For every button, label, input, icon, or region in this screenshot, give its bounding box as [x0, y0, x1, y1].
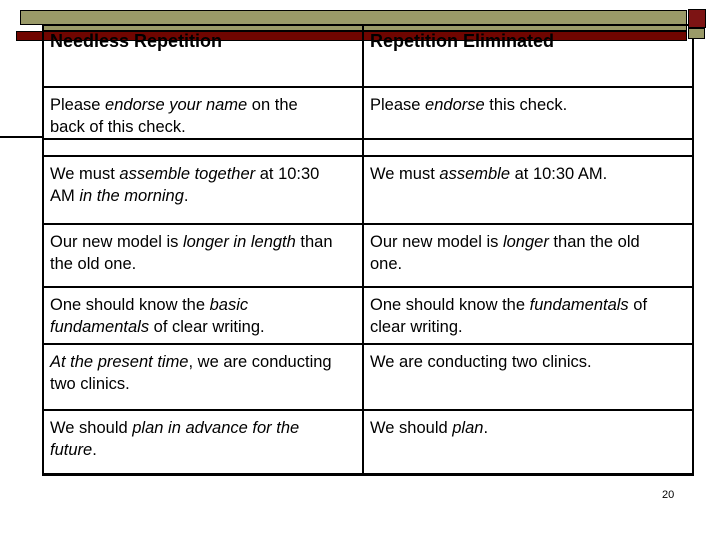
table-row	[43, 224, 693, 287]
cell-needless-present-time: At the present time, we are conducting two clinics.	[43, 344, 363, 410]
table-row	[43, 287, 693, 344]
top-olive-bar-decoration	[20, 10, 687, 25]
cell-needless-plan: We should plan in advance for the future.	[43, 410, 363, 474]
cell-needless-fundamentals: One should know the basic fundamentals of clear writing.	[43, 287, 363, 344]
cell-eliminated-longer: Our new model is longer than the old one.	[363, 224, 693, 287]
spacer-cell	[363, 139, 693, 156]
cell-needless-endorse: Please endorse your name on the back of this check.	[43, 87, 363, 139]
table-row	[43, 156, 693, 224]
cell-needless-longer: Our new model is longer in length than the old one.	[43, 224, 363, 287]
table-header-row	[43, 25, 693, 87]
slide-page-number: 20	[662, 489, 675, 501]
cell-eliminated-fundamentals: One should know the fundamentals of clear writing.	[363, 287, 693, 344]
table-row	[43, 344, 693, 410]
comparison-table-container	[42, 24, 694, 476]
cell-eliminated-endorse: Please endorse this check.	[363, 87, 693, 139]
column-header-needless-repetition: Needless Repetition	[43, 25, 363, 87]
cell-needless-assemble: We must assemble together at 10:30 AM in the morning.	[43, 156, 363, 224]
table-row	[43, 410, 693, 474]
cell-eliminated-plan: We should plan.	[363, 410, 693, 474]
column-header-repetition-eliminated: Repetition Eliminated	[363, 25, 693, 87]
cell-eliminated-assemble: We must assemble at 10:30 AM.	[363, 156, 693, 224]
spacer-row	[43, 139, 693, 156]
left-edge-line-decoration	[0, 136, 44, 138]
olive-corner-square-decoration	[688, 28, 705, 39]
cell-eliminated-present-time: We are conducting two clinics.	[363, 344, 693, 410]
spacer-cell	[43, 139, 363, 156]
maroon-corner-square-decoration	[688, 9, 706, 28]
table-row	[43, 87, 693, 139]
repetition-comparison-table	[42, 24, 694, 476]
